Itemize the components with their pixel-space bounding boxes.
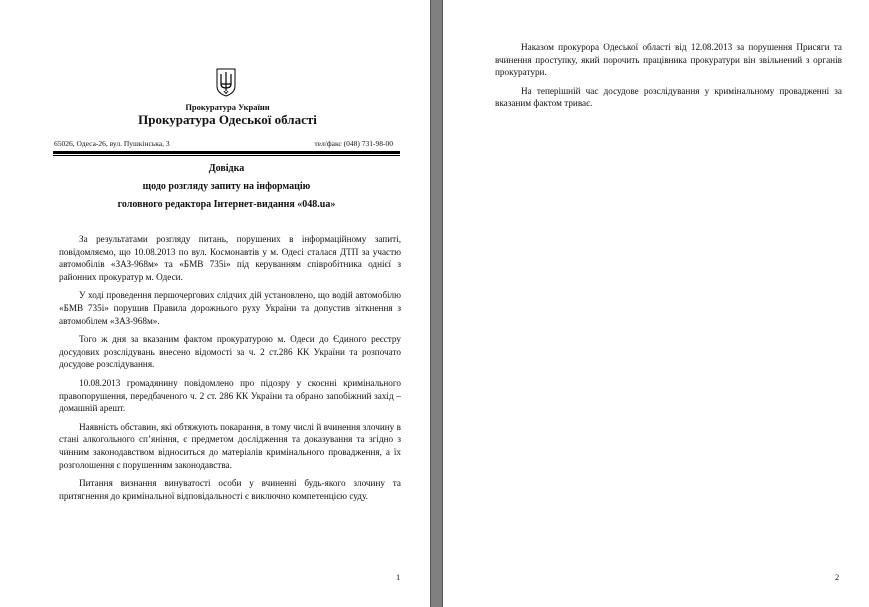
letterhead-rule bbox=[53, 151, 400, 154]
document-subtitle-line1: щодо розгляду запиту на інформацію bbox=[142, 181, 311, 192]
agency-parent-name: Прокуратура України bbox=[185, 102, 270, 112]
document-page-1 bbox=[0, 0, 431, 607]
agency-phone: тел/факс (048) 731-98-00 bbox=[314, 139, 393, 148]
trident-emblem-icon bbox=[215, 67, 237, 97]
page-number: 2 bbox=[835, 572, 840, 582]
agency-name: Прокуратура Одеської області bbox=[138, 112, 317, 127]
page-gutter bbox=[431, 0, 442, 607]
paragraph: На теперішній час досудове розслідування у кримінальному провадженні за вказаним фактом триває. bbox=[495, 85, 842, 109]
document-page-2 bbox=[442, 0, 869, 607]
paragraph: Наявність обставин, які обтяжують покарання, в тому числі й вчинення злочину в стані алкогольного сп’яніння, є предметом дослідження та доказування та згідно з чинним законодавством відноситься до матеріалів кримінального провадження, а їх розголошення є порушенням законодавства. bbox=[59, 421, 401, 470]
agency-address: 65026, Одеса-26, вул. Пушкінська, 3 bbox=[54, 139, 170, 148]
paragraph: Наказом прокурора Одеської області від 12.08.2013 за порушення Присяги та вчинення проступку, який порочить працівника прокуратури він звільнений з органів прокуратури. bbox=[495, 42, 842, 78]
document-title: Довідка bbox=[208, 163, 245, 174]
paragraph: Питання визнання винуватості особи у вчиненні будь-якого злочину та притягнення до кримінальної відповідальності є виключно компетенцією суду. bbox=[59, 478, 401, 501]
document-subtitle-line2: головного редактора Інтернет-видання «048.ua» bbox=[117, 199, 336, 210]
paragraph: 10.08.2013 громадянину повідомлено про підозру у скоєнні кримінального правопорушення, передбаченого ч. 2 ст. 286 КК України та обрано запобіжний захід – домашній арешт. bbox=[59, 377, 401, 414]
paragraph: За результатами розгляду питань, порушених в інформаційному запиті, повідомляємо, що 10.08.2013 по вул. Космонавтів у м. Одесі сталася ДТП за участю автомобілів «ЗАЗ-968м» та «БМВ 735і» під керуванням співробітника однієї з районних прокуратур м. Одеси. bbox=[59, 234, 401, 282]
page2-body bbox=[495, 41, 842, 116]
page-number: 1 bbox=[396, 572, 401, 582]
letterhead-rule-thin bbox=[53, 155, 400, 156]
paragraph: Того ж дня за вказаним фактом прокуратурою м. Одеси до Єдиного реєстру досудових розслідувань внесено відомості за ч. 2 ст.286 КК України та розпочато досудове розслідування. bbox=[59, 334, 401, 370]
paragraph: У ході проведення першочергових слідчих дій установлено, що водій автомобілю «БМВ 735і» порушив Правила дорожнього руху України та допустив зіткнення з автомобілем «ЗАЗ-968м». bbox=[59, 290, 401, 326]
page1-body bbox=[59, 233, 401, 508]
